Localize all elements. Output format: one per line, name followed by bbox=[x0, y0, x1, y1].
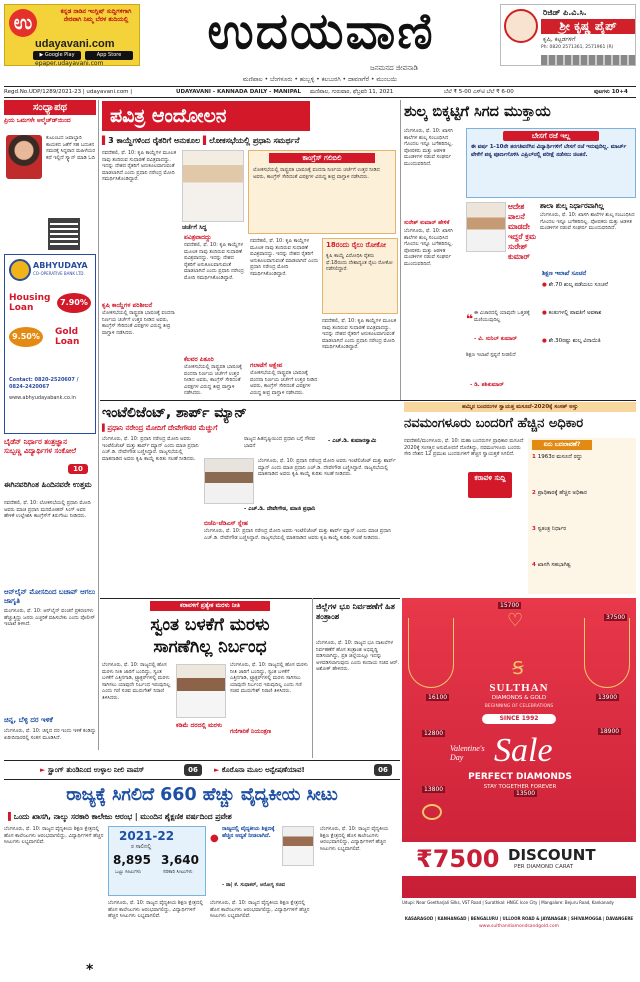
main-body-4: ಲೋಕಸಭೆಯಲ್ಲಿ ರಾಷ್ಟ್ರಪತಿ ಭಾಷಣಕ್ಕೆ ವಂದನಾ ನಿರ್ಣಯ ಚರ್ಚೆಗೆ ಉತ್ತರ ನೀಡಿದ ಅವರು, ಕಾಂಗ್ರೆಸ್‌ ಸೇರಿದಂತೆ ವಿಪಕ್ಷಗಳ ವಿರುದ್ಧ ತೀವ್ರ ವಾಗ್ದಾಳಿ ನಡೆಸಿದರು. bbox=[184, 364, 242, 396]
speech-quote: ಈ ವಿಚಾರದಲ್ಲಿ ಯಾವುದೇ ಒತ್ತಡಕ್ಕೆ ಮಣಿಯುವುದಿಲ್ಲ bbox=[474, 310, 530, 323]
main-sub2: ಲೋಕಸಭೆಯಲ್ಲಿ ಪ್ರಧಾನಿ ಸಮರ್ಥನೆ bbox=[209, 136, 300, 145]
bullet-icon: ● bbox=[542, 338, 549, 344]
sidebar-teaser-page: 10 bbox=[68, 464, 88, 474]
rail-roko-title: 18ರಂದು ರೈಲು ರೋಕೋ bbox=[326, 241, 387, 249]
price-tag-2: 37500 bbox=[606, 614, 626, 621]
heart-pendant-icon: ♡ bbox=[507, 610, 524, 631]
fee-body-3: ಬೆಂಗಳೂರು, ಫೆ. 10: ಖಾಸಗಿ ಶಾಲೆಗಳ ಶುಲ್ಕ ಸಂಬಂಧಿಸಿದ ಗೊಂದಲ ಇನ್ನೂ ಬಗೆಹರಿದಿಲ್ಲ. ಪೋಷಕರು ಮತ್ತು ಆಡಳಿತ ಮಂಡಳಿಗಳ ನಡುವೆ ಸಂಘರ್ಷ ಮುಂದುವರಿದಿದೆ. bbox=[404, 228, 453, 267]
main-sub1: 3 ಕಾಯ್ದೆಗಳಿಂದ ರೈತರಿಗೆ ಅನುಕೂಲ bbox=[108, 136, 201, 145]
quote-box-1 bbox=[466, 308, 538, 346]
sand-sub-2: ಗಣಿಗಾರಿಕೆ ನಿಯಂತ್ರಣ bbox=[230, 728, 272, 735]
port-box-item-4 bbox=[532, 562, 634, 569]
fee-headline: ಶುಲ್ಕ ಬಿಕ್ಕಟ್ಟಿಗೆ ಸಿಗದ ಮುಕ್ತಾಯ bbox=[404, 104, 551, 120]
dept-list-item-3-label: ಶೇ.30ರಷ್ಟು ಶುಲ್ಕ ವಿನಾಯಿತಿ bbox=[548, 338, 601, 344]
quote-mark-icon: ● bbox=[210, 833, 219, 844]
upper-left-headline: ಈಗಿನವರಿಗಿಂತ ಹಿಂದಿನವರೇ ಉತ್ತಮ bbox=[4, 480, 92, 489]
port-item-1-label: 1963ರ ಮಸೂದೆ ರದ್ದು bbox=[537, 454, 583, 460]
sidebar-portrait bbox=[6, 135, 42, 179]
price: ಬೆಲೆ ₹ 5-00 ಎಸ್‌ಟಿ ಬೆಲೆ ₹ 6-00 bbox=[444, 89, 514, 95]
port-box-item-3 bbox=[532, 526, 634, 533]
intelligent-subline bbox=[102, 424, 302, 433]
right-ad-brand: ಶ್ರೀ ಕೃಷ್ಣ ಪೈಪ್ bbox=[541, 19, 635, 34]
masthead: ಉದಯವಾಣಿ bbox=[207, 1, 435, 60]
bank-sub: CO-OPERATIVE BANK LTD. bbox=[33, 271, 85, 276]
sidebar-body: ಕುಟುಂಬದ ಜವಾಬ್ದಾರಿ ಕಾಯಕದ ಜತೆಗೆ ಸಹ ಬದುಕಿನ ಸಮರಕ್ಕೆ ಸಿದ್ಧರಾದ ಮಹಿಳೆಯರ ಕಥೆ ಇಲ್ಲಿದೆ ಸ್ಕ್ಯಾನ್ ಮಾಡಿ ಓದಿ bbox=[46, 135, 96, 161]
main-body-3: ನವದೆಹಲಿ, ಫೆ. 10: ಕೃಷಿ ಕಾಯ್ದೆಗಳ ಮೂಲಕ ನಾವು ತಂದಿರುವ ಸುಧಾರಣೆ ಪವಿತ್ರವಾದದ್ದು. ಇದನ್ನು ದೇಶದ ರೈತರಿಗೆ ಅನುಕೂಲವಾಗುವಂತೆ ಮಾಡಲಾಗಿದೆ ಎಂದು ಪ್ರಧಾನಿ ನರೇಂದ್ರ ಮೋದಿ ಸಮರ್ಥಿಸಿಕೊಂಡಿದ್ದಾರೆ. bbox=[184, 242, 244, 281]
section-d: ಗಲಾಟೆಗೆ ಆಕ್ಷೇಪ bbox=[250, 362, 283, 369]
sulthan-web[interactable]: www.sulthandiamondsandgold.com bbox=[478, 924, 559, 929]
devegowda-photo bbox=[204, 458, 254, 504]
port-box bbox=[528, 438, 636, 594]
fee-body-2: ಬೆಂಗಳೂರು, ಫೆ. 10: ಖಾಸಗಿ ಶಾಲೆಗಳ ಶುಲ್ಕ ಸಂಬಂಧಿಸಿದ ಗೊಂದಲ ಇನ್ನೂ ಬಗೆಹರಿದಿಲ್ಲ. ಪೋಷಕರು ಮತ್ತು ಆಡಳಿತ ಮಂಡಳಿಗಳ ನಡುವೆ ಸಂಘರ್ಷ ಮುಂದುವರಿದಿದೆ. bbox=[540, 212, 635, 231]
bullet-num-4: 4 bbox=[532, 562, 538, 568]
port-strip bbox=[404, 402, 636, 412]
price-tag-6: 18900 bbox=[600, 728, 620, 735]
pipes-image bbox=[541, 55, 635, 65]
bottom-teaser-right-text: ಕೊರೊನಾ ಮೂಲ ಅನ್ವೇಷಣೆಯಾವ! bbox=[221, 766, 305, 774]
summer-box-body: ಈ ವರ್ಷ 1-10ನೇ ತರಗತಿವರೆಗಿನ ವಿದ್ಯಾರ್ಥಿಗಳಿಗೆ ಬೇಸಗೆ ರಜೆ ಇರುವುದಿಲ್ಲ. ಮಾರ್ಚ್‌ ವೇಳೆಗೆ ಪಠ್ಯ ಪೂರ್ಣಗೊಳಿಸಿ ಎಪ್ರಿಲ್‌ನಲ್ಲಿ ಪರೀಕ್ಷೆ ನಡೆಸಲು ಚಿಂತನೆ. bbox=[471, 144, 627, 158]
medical-quote-by: - ಡಾ| ಕೆ. ಸುಧಾಕರ್‌, ಆರೋಗ್ಯ ಸಚಿವ bbox=[222, 882, 285, 888]
sidebar-subtitle: ಪ್ರಿಯ ಒಮಗಳೇ ಆಲ್ಮೆಚ್‌ಡ್‌ಯಿಂದ bbox=[4, 117, 71, 124]
intelligent-subline-text: ಪ್ರಧಾನಿ ನರೇಂದ್ರ ಮೋದಿಗೆ ದೇವೇಗೌಡರ ಮೆಚ್ಚುಗೆ bbox=[107, 424, 218, 432]
page-count: ಪುಟಗಳು 10+4 bbox=[594, 89, 628, 95]
housing-loan-label: Housing Loan bbox=[9, 293, 51, 313]
teaser-arrow-icon: ► bbox=[40, 766, 48, 774]
sulthan-tagline: BEGINNING OF CELEBRATIONS bbox=[484, 704, 554, 709]
summer-box bbox=[466, 128, 636, 198]
housing-rate: 7.90% bbox=[57, 293, 91, 313]
fee-sub: ಶಾಲಾ ಶುಲ್ಕ ನಿರ್ಧಾರವಾಗಿಲ್ಲ bbox=[540, 202, 604, 210]
sale-label: Sale bbox=[494, 732, 553, 769]
sulthan-logo-icon: Ꞩ bbox=[512, 658, 524, 679]
section-a: ಕೃಷಿ ಕಾಯ್ದೆಗಳ ಪರಿಶೀಲನೆ bbox=[102, 302, 153, 309]
karavali-logo: ಕರಾವಳಿ ಸುದ್ದಿ bbox=[468, 472, 512, 498]
bottom-teaser-left[interactable] bbox=[40, 764, 196, 776]
seats-year-label: ರ ಸಾಲಿನಲ್ಲಿ bbox=[131, 844, 152, 850]
congress-box-title: ಕಾಂಗ್ರೆಸ್‌ ಗಲಿಬಿಲಿ bbox=[269, 153, 375, 163]
bullet-num-3: 3 bbox=[532, 526, 538, 532]
sidebar-title: ಸಂಧ್ಯಾಪಥ bbox=[4, 100, 96, 115]
stat2-label: ಸರಕಾರಿ ಸೀಟುಗಳು bbox=[163, 869, 193, 875]
issue-date: ಮಣಿಪಾಲ, ಗುರುವಾರ, ಫೆಬ್ರವರಿ 11, 2021 bbox=[310, 89, 394, 95]
footer-mark: * bbox=[86, 962, 94, 978]
port-box-item-2 bbox=[532, 490, 634, 497]
price-tag-3: 16100 bbox=[428, 694, 448, 701]
krishna-logo bbox=[504, 9, 538, 43]
main-body-1: ನವದೆಹಲಿ, ಫೆ. 10: ಕೃಷಿ ಕಾಯ್ದೆಗಳ ಮೂಲಕ ನಾವು ತಂದಿರುವ ಸುಧಾರಣೆ ಪವಿತ್ರವಾದದ್ದು. ಇದನ್ನು ದೇಶದ ರೈತರಿಗೆ ಅನುಕೂಲವಾಗುವಂತೆ ಮಾಡಲಾಗಿದೆ ಎಂದು ಪ್ರಧಾನಿ ನರೇಂದ್ರ ಮೋದಿ ಸಮರ್ಥಿಸಿಕೊಂಡಿದ್ದಾರೆ. bbox=[102, 150, 177, 182]
rail-roko-box bbox=[322, 238, 398, 314]
ring-image bbox=[422, 804, 442, 820]
app-store-button[interactable] bbox=[85, 51, 133, 60]
stat1-number: 8,895 bbox=[113, 853, 151, 867]
sub-marker-icon: ▌ bbox=[8, 812, 14, 821]
intelligent-sub: ಬಿಜೆಪಿ-ಜೆಡಿಎಸ್‌ ಸ್ನೇಹ bbox=[204, 520, 248, 527]
sulthan-brand-sub: DIAMONDS & GOLD bbox=[491, 695, 547, 701]
bottom-teaser-right[interactable] bbox=[214, 764, 370, 776]
lower-left-body-1: ಮಂಗಳೂರು, ಫೆ. 10: ಆನ್‌ಲೈನ್‌ ವಂಚನೆ ಪ್ರಕರಣಗಳು ಹೆಚ್ಚುತ್ತಿದ್ದು ಜನರು ಎಚ್ಚರಿಕೆ ವಹಿಸಬೇಕು ಎಂದು ಪೊಲೀಸ್‌ ಇಲಾಖೆ ತಿಳಿಸಿದೆ. bbox=[4, 608, 95, 627]
minister-photo bbox=[466, 202, 506, 252]
medical-body-3: ಬೆಂಗಳೂರು, ಫೆ. 10: ರಾಜ್ಯದ ವೈದ್ಯಕೀಯ ಶಿಕ್ಷಣ ಕ್ಷೇತ್ರದಲ್ಲಿ ಹೊಸ ಕಾಲೇಜುಗಳು ಆರಂಭವಾಗಲಿದ್ದು, ವಿದ್ಯಾರ್ಥಿಗಳಿಗೆ ಹೆಚ್ಚಿನ ಸೀಟುಗಳು ಲಭ್ಯವಾಗಲಿವೆ. bbox=[210, 900, 310, 919]
sub-marker-icon: ▌ bbox=[102, 424, 108, 432]
dept-list-item-1 bbox=[542, 282, 636, 289]
quote-box-2 bbox=[466, 352, 538, 392]
main-body-2: ಲೋಕಸಭೆಯಲ್ಲಿ ರಾಷ್ಟ್ರಪತಿ ಭಾಷಣಕ್ಕೆ ವಂದನಾ ನಿರ್ಣಯ ಚರ್ಚೆಗೆ ಉತ್ತರ ನೀಡಿದ ಅವರು, ಕಾಂಗ್ರೆಸ್‌ ಸೇರಿದಂತೆ ವಿಪಕ್ಷಗಳ ವಿರುದ್ಧ ತೀವ್ರ ವಾಗ್ದಾಳಿ ನಡೆಸಿದರು. bbox=[102, 310, 175, 336]
photo-caption: ಚರ್ಚೆಗೆ ಸಿದ್ಧ bbox=[182, 224, 207, 231]
sidebar-teaser[interactable]: ಬೈಡೆನ್‌ ನಿರ್ಧಾರ ತಂತ್ರಜ್ಞಾನ ಸುಬ್ಬಣ್ಣ ವಿದ್ಯಾರ್ಥಿಗಳ ಸಂಕೋಲೆ bbox=[4, 438, 77, 455]
port-item-3-label: ಸ್ವತಂತ್ರ ನಿರ್ಧಾರ bbox=[537, 526, 567, 532]
masthead-subtitle: ಜನಮನದ ಜೀವನಾಡಿ bbox=[370, 64, 418, 72]
discount-word: DISCOUNT bbox=[508, 846, 596, 864]
kumaraswamy-by: - ಎಚ್‌.ಡಿ. ಕುಮಾರಸ್ವಾಮಿ bbox=[328, 438, 377, 444]
bank-name: ABHYUDAYA bbox=[33, 261, 88, 270]
right-ad-sub: ಕೃಷಿ, ಕಟ್ಟಡಗಳಿಗೆ bbox=[543, 36, 576, 43]
app-store-label: App Store bbox=[96, 52, 122, 58]
play-icon: ▶ bbox=[39, 52, 45, 58]
sand-body: ಬೆಂಗಳೂರು, ಫೆ. 10: ರಾಜ್ಯದಲ್ಲಿ ಹೊಸ ಮರಳು ನೀತಿ ಜಾರಿಗೆ ಬಂದಿದ್ದು, ಸ್ವಂತ ಬಳಕೆಗೆ ಎತ್ತಿನಗಾಡಿ, ಟ್ರ್ಯಾಕ್ಟರ್‌ಗಳಲ್ಲಿ ಮರಳು ಸಾಗಿಸಲು ಯಾವುದೇ ನಿರ್ಬಂಧ ಇರುವುದಿಲ್ಲ ಎಂದು ಗಣಿ ಸಚಿವ ಮುರುಗೇಶ್‌ ನಿರಾಣಿ ತಿಳಿಸಿದರು. bbox=[102, 662, 171, 701]
photo-caption-devegowda: - ಎಚ್‌.ಡಿ. ದೇವೇಗೌಡ, ಮಾಜಿ ಪ್ರಧಾನಿ bbox=[244, 506, 316, 512]
teaser-arrow-icon: ► bbox=[214, 766, 222, 774]
sidebar bbox=[4, 100, 96, 434]
info-bar bbox=[4, 87, 636, 97]
section-b: ಪವಿತ್ರವಾದದ್ದು bbox=[184, 234, 212, 241]
header-left-ad[interactable] bbox=[4, 4, 140, 66]
bank-ad[interactable] bbox=[4, 254, 96, 434]
bullet-num-2: 2 bbox=[532, 490, 538, 496]
bottom-teaser-left-text: ಸ್ಪ್ರಾಂಗ್‌ ತುಂಡಿನಿಂದ ಉಳ್ಳಾಲ ನೀಲಿ ವಾಪಸ್‌ bbox=[47, 766, 145, 774]
necklace-right bbox=[584, 618, 630, 688]
stay-label: STAY TOGETHER FOREVER bbox=[483, 784, 557, 790]
sudhakar-photo bbox=[282, 826, 314, 866]
sulthan-brand: SULTHAN bbox=[489, 682, 549, 694]
congress-box-body: ಲೋಕಸಭೆಯಲ್ಲಿ ರಾಷ್ಟ್ರಪತಿ ಭಾಷಣಕ್ಕೆ ವಂದನಾ ನಿರ್ಣಯ ಚರ್ಚೆಗೆ ಉತ್ತರ ನೀಡಿದ ಅವರು, ಕಾಂಗ್ರೆಸ್‌ ಸೇರಿದಂತೆ ವಿಪಕ್ಷಗಳ ವಿರುದ್ಧ ತೀವ್ರ ವಾಗ್ದಾಳಿ ನಡೆಸಿದರು. bbox=[253, 167, 380, 180]
medical-body-4: ಬೆಂಗಳೂರು, ಫೆ. 10: ರಾಜ್ಯದ ವೈದ್ಯಕೀಯ ಶಿಕ್ಷಣ ಕ್ಷೇತ್ರದಲ್ಲಿ ಹೊಸ ಕಾಲೇಜುಗಳು ಆರಂಭವಾಗಲಿದ್ದು, ವಿದ್ಯಾರ್ಥಿಗಳಿಗೆ ಹೆಚ್ಚಿನ ಸೀಟುಗಳು ಲಭ್ಯವಾಗಲಿವೆ. bbox=[320, 826, 389, 852]
medical-body-2: ಬೆಂಗಳೂರು, ಫೆ. 10: ರಾಜ್ಯದ ವೈದ್ಯಕೀಯ ಶಿಕ್ಷಣ ಕ್ಷೇತ್ರದಲ್ಲಿ ಹೊಸ ಕಾಲೇಜುಗಳು ಆರಂಭವಾಗಲಿದ್ದು, ವಿದ್ಯಾರ್ಥಿಗಳಿಗೆ ಹೆಚ್ಚಿನ ಸೀಟುಗಳು ಲಭ್ಯವಾಗಲಿವೆ. bbox=[108, 900, 204, 919]
port-body: ನವದೆಹಲಿ/ಮಂಗಳೂರು, ಫೆ. 10: ಮಹಾ ಬಂದರುಗಳ ಪ್ರಾಧಿಕಾರ ಮಸೂದೆ 2020ಕ್ಕೆ ಸಂಸತ್ತಿನ ಅನುಮೋದನೆ ದೊರೆತಿದ್ದು, ನವಮಂಗಳೂರು ಬಂದರು ಸೇರಿ ದೇಶದ 12 ಪ್ರಮುಖ ಬಂದರುಗಳಿಗೆ ಹೆಚ್ಚಿನ ಸ್ವಾಯತ್ತತೆ ಸಿಗಲಿದೆ. bbox=[404, 438, 524, 457]
port-item-2-label: ಪ್ರಾಧಿಕಾರಕ್ಕೆ ಹೆಚ್ಚಿನ ಅಧಿಕಾರ bbox=[537, 490, 587, 496]
price-tag-1: 15700 bbox=[500, 602, 520, 609]
sand-headline: ಸ್ವಂತ ಬಳಕೆಗೆ ಮರಳು ಸಾಗಣೆಗಿಲ್ಲ ನಿರ್ಬಂಧ bbox=[150, 615, 270, 657]
google-play-label: Google Play bbox=[44, 52, 75, 58]
sulthan-since: SINCE 1992 bbox=[482, 714, 556, 724]
ad-site[interactable]: udayavani.com bbox=[35, 38, 115, 50]
main-body-6: ಲೋಕಸಭೆಯಲ್ಲಿ ರಾಷ್ಟ್ರಪತಿ ಭಾಷಣಕ್ಕೆ ವಂದನಾ ನಿರ್ಣಯ ಚರ್ಚೆಗೆ ಉತ್ತರ ನೀಡಿದ ಅವರು, ಕಾಂಗ್ರೆಸ್‌ ಸೇರಿದಂತೆ ವಿಪಕ್ಷಗಳ ವಿರುದ್ಧ ತೀವ್ರ ವಾಗ್ದಾಳಿ ನಡೆಸಿದರು. bbox=[250, 370, 318, 396]
quote-panel bbox=[204, 436, 400, 516]
medical-quote-text: ರಾಜ್ಯದಲ್ಲಿ ವೈದ್ಯಕೀಯ ಶಿಕ್ಷಣಕ್ಕೆ ಹೆಚ್ಚಿನ ಆದ್ಯತೆ ನೀಡಲಾಗಿದೆ. bbox=[222, 826, 275, 839]
sulthan-ad[interactable] bbox=[402, 598, 636, 898]
dept-list-item-1-label: ಶೇ.70 ಶುಲ್ಕ ಪಡೆಯಲು ಸೂಚನೆ bbox=[548, 282, 608, 288]
price-tag-5: 12800 bbox=[424, 730, 444, 737]
regd-number: Regd.No.UDP/1289/2021-23 | udayavani.com | bbox=[4, 89, 133, 95]
price-tag-4: 13900 bbox=[598, 694, 618, 701]
author-line: ಸುರೇಶ್‌ ಕುಮಾರ್‌ ಹೇಳಿಕೆ bbox=[404, 220, 450, 226]
discount-box bbox=[402, 842, 636, 876]
quote-mark-icon: ❝ bbox=[466, 312, 474, 326]
ad-epaper[interactable]: epaper.udayavani.com bbox=[35, 60, 104, 67]
intelligent-headline: ಇಂಟೆಲಿಜೆಂಟ್‌, ಶಾರ್ಪ್‌ ಮ್ಯಾನ್‌ bbox=[102, 405, 247, 421]
upper-left-body: ನವದೆಹಲಿ, ಫೆ. 10: ಲೋಕಸಭೆಯಲ್ಲಿ ಪ್ರಧಾನಿ ಮೋದಿ ಅವರು ಮಾಜಿ ಪ್ರಧಾನಿ ಮನಮೋಹನ್‌ ಸಿಂಗ್‌ ಅವರ ಹೇಳಿಕೆ ಉಲ್ಲೇಖಿಸಿ ಕಾಂಗ್ರೆಸ್‌ಗೆ ತಿರುಗೇಟು ನೀಡಿದರು. bbox=[4, 500, 91, 519]
land-body: ಬೆಂಗಳೂರು, ಫೆ. 10: ರಾಜ್ಯದ ಭೂ ದಾಖಲೆಗಳ ನಿರ್ವಹಣೆಗೆ ಹೊಸ ತಂತ್ರಾಂಶ ಅಭಿವೃದ್ಧಿ ಪಡಿಸಲಾಗಿದ್ದು, ಪ್ರತಿ ಜಿಲ್ಲೆಯಲ್ಲೂ ಇದನ್ನು ಅಳವಡಿಸಲಾಗುವುದು ಎಂದು ಕಂದಾಯ ಸಚಿವ ಆರ್‌. ಅಶೋಕ್‌ ಹೇಳಿದರು. bbox=[316, 640, 400, 672]
editions-line: ಮಣಿಪಾಲ • ಬೆಂಗಳೂರು • ಹುಬ್ಬಳ್ಳಿ • ಕಲಬುರಗಿ • ದಾವಣಗೆರೆ • ಮುಂಬಯಿ bbox=[242, 76, 398, 83]
port-strip-text: ಹಮ್ಮಿನ ಬಂದರುಗಳ ಸ್ವಾಯತ್ತ ಮಸೂದೆ-2020ಕ್ಕೆ ಸಂಸತ್‌ ಅಸ್ತು bbox=[462, 404, 578, 410]
price-tag-7: 13800 bbox=[424, 786, 444, 793]
right-ad-top: ರಿಜಿಡ್ ಪಿ.ವಿ.ಸಿ. bbox=[543, 8, 587, 17]
lower-left-body-2: ಬೆಂಗಳೂರು, ಫೆ. 10: ಚಿನ್ನದ ದರ ಇಂದು ಇಳಿಕೆ ಕಂಡಿದ್ದು ಖರೀದಿದಾರರಲ್ಲಿ ಸಂತಸ ಮೂಡಿಸಿದೆ. bbox=[4, 728, 96, 741]
pull-quote: ಆದೇಶ ಪಾಲನೆ ಮಾಡದೇ ಇದ್ದರೆ ಕ್ರಮ ಸುರೇಶ್‌ ಕುಮಾರ್‌ bbox=[508, 202, 537, 261]
modi-photo bbox=[182, 150, 244, 222]
sulthan-cities: KASARAGOD | KANHANGAD | BENGALURU | ULLOOR ROAD & JAYANAGAR | SHIVAMOGGA | DAVANGERE bbox=[404, 916, 634, 921]
bullet-icon: ● bbox=[542, 282, 549, 288]
intelligent-body: ಬೆಂಗಳೂರು, ಫೆ. 10: ಪ್ರಧಾನಿ ನರೇಂದ್ರ ಮೋದಿ ಅವರು ಇಂಟೆಲಿಜೆಂಟ್‌ ಮತ್ತು ಶಾರ್ಪ್‌ ಮ್ಯಾನ್‌ ಎಂದು ಮಾಜಿ ಪ್ರಧಾನಿ ಎಚ್‌.ಡಿ. ದೇವೇಗೌಡ ಬಣ್ಣಿಸಿದ್ದಾರೆ. ರಾಜ್ಯಸಭೆಯಲ್ಲಿ ಮಾತನಾಡಿದ ಅವರು ಕೃಷಿ ಕಾಯ್ದೆ ಕುರಿತು ಸಲಹೆ ನೀಡಿದರು. bbox=[102, 436, 199, 462]
congress-box bbox=[248, 150, 396, 234]
medical-quote bbox=[210, 826, 316, 896]
section-c: ಕೆಲವರ ಪಿತೂರಿ bbox=[184, 356, 214, 363]
ad-tagline: ಕನ್ನಡ ನಾಡಿನ ಇಂಗ್ಲಿಷ್ ಸುದ್ದಿಗಳಿಗಾಗಿ ನೇರವಾಗಿ ನಿಮ್ಮ ಬೆರಳ ತುದಿಯಲ್ಲಿ bbox=[60, 8, 132, 23]
nirani-photo bbox=[176, 664, 226, 718]
perfect-label: PERFECT DIAMONDS bbox=[468, 772, 572, 782]
vday-label: Valentine's Day bbox=[450, 744, 485, 762]
main-body-5: ನವದೆಹಲಿ, ಫೆ. 10: ಕೃಷಿ ಕಾಯ್ದೆಗಳ ಮೂಲಕ ನಾವು ತಂದಿರುವ ಸುಧಾರಣೆ ಪವಿತ್ರವಾದದ್ದು. ಇದನ್ನು ದೇಶದ ರೈತರಿಗೆ ಅನುಕೂಲವಾಗುವಂತೆ ಮಾಡಲಾಗಿದೆ ಎಂದು ಪ್ರಧಾನಿ ನರೇಂದ್ರ ಮೋದಿ ಸಮರ್ಥಿಸಿಕೊಂಡಿದ್ದಾರೆ. bbox=[250, 238, 319, 277]
speech-quote-2: ಶಿಕ್ಷಣ ಇಲಾಖೆ ಸ್ಪಷ್ಟನೆ ನೀಡಲಿದೆ bbox=[466, 352, 516, 358]
main-body-7: ನವದೆಹಲಿ, ಫೆ. 10: ಕೃಷಿ ಕಾಯ್ದೆಗಳ ಮೂಲಕ ನಾವು ತಂದಿರುವ ಸುಧಾರಣೆ ಪವಿತ್ರವಾದದ್ದು. ಇದನ್ನು ದೇಶದ ರೈತರಿಗೆ ಅನುಕೂಲವಾಗುವಂತೆ ಮಾಡಲಾಗಿದೆ ಎಂದು ಪ್ರಧಾನಿ ನರೇಂದ್ರ ಮೋದಿ ಸಮರ್ಥಿಸಿಕೊಂಡಿದ್ದಾರೆ. bbox=[322, 318, 397, 350]
price-tag-8: 13500 bbox=[516, 790, 536, 797]
bank-web[interactable]: www.abhyudayabank.co.in bbox=[9, 395, 76, 401]
intelligent-body-2: ಬೆಂಗಳೂರು, ಫೆ. 10: ಪ್ರಧಾನಿ ನರೇಂದ್ರ ಮೋದಿ ಅವರು ಇಂಟೆಲಿಜೆಂಟ್‌ ಮತ್ತು ಶಾರ್ಪ್‌ ಮ್ಯಾನ್‌ ಎಂದು ಮಾಜಿ ಪ್ರಧಾನಿ ಎಚ್‌.ಡಿ. ದೇವೇಗೌಡ ಬಣ್ಣಿಸಿದ್ದಾರೆ. ರಾಜ್ಯಸಭೆಯಲ್ಲಿ ಮಾತನಾಡಿದ ಅವರು ಕೃಷಿ ಕಾಯ್ದೆ ಕುರಿತು ಸಲಹೆ ನೀಡಿದರು. bbox=[204, 528, 391, 541]
medical-headline: ರಾಜ್ಯಕ್ಕೆ ಸಿಗಲಿದೆ 660 ಹೆಚ್ಚು ವೈದ್ಯಕೀಯ ಸೀಟು bbox=[66, 785, 338, 805]
sand-kicker: ಕರಾವಳಿಗೆ ಪ್ರತ್ಯೇಕ ಮರಳು ನೀತಿ bbox=[150, 601, 270, 611]
fee-body: ಬೆಂಗಳೂರು, ಫೆ. 10: ಖಾಸಗಿ ಶಾಲೆಗಳ ಶುಲ್ಕ ಸಂಬಂಧಿಸಿದ ಗೊಂದಲ ಇನ್ನೂ ಬಗೆಹರಿದಿಲ್ಲ. ಪೋಷಕರು ಮತ್ತು ಆಡಳಿತ ಮಂಡಳಿಗಳ ನಡುವೆ ಸಂಘರ್ಷ ಮುಂದುವರಿದಿದೆ. bbox=[404, 128, 453, 167]
bank-contact: Contact: 0820-2520607 / 0824-2420067 bbox=[9, 377, 79, 390]
bullet-icon: ● bbox=[542, 310, 549, 316]
rail-roko-body: ಕೃಷಿ ಕಾಯ್ದೆ ವಿರೋಧಿಸಿ ರೈತರು ಫೆ.18ರಂದು ದೇಶಾದ್ಯಂತ ರೈಲು ರೋಕೋ ನಡೆಸಲಿದ್ದಾರೆ. bbox=[326, 253, 393, 272]
gold-rate: 9.50% bbox=[9, 327, 43, 347]
seats-box bbox=[108, 826, 206, 896]
stat2-number: 3,640 bbox=[161, 853, 199, 867]
speech-by: - ವಿ. ಸುನಿಲ್‌ ಕುಮಾರ್‌ bbox=[474, 336, 517, 342]
sub-arrow-icon: ▌ bbox=[102, 136, 109, 145]
bank-logo bbox=[9, 259, 31, 281]
discount-amount: ₹7500 bbox=[416, 845, 500, 873]
bottom-teaser-right-page: 06 bbox=[374, 764, 392, 776]
port-box-title: ಏನು ಬದಲಾವಣೆ? bbox=[532, 440, 592, 450]
lower-left-teaser-1[interactable]: ಆನ್‌ಲೈನ್‌ ಮೋಸದಿಂದ ಬಚಾವ್‌ ಆಗಲು ಜಾಗೃತಿ bbox=[4, 588, 96, 605]
land-headline: ಜಿಲ್ಲೆಗಳ ಭೂ ನಿರ್ವಹಣೆಗೆ ಹಿತ ತಂತ್ರಾಂಶ bbox=[316, 602, 395, 621]
necklace-left bbox=[408, 618, 454, 688]
speech-by-2: - ಡಿ. ಶಶಿಕುಮಾರ್‌ bbox=[470, 382, 504, 388]
dept-list-item-3 bbox=[542, 338, 636, 345]
summer-box-title: ಬೇಸಗೆ ರಜೆ ಇಲ್ಲ bbox=[503, 131, 599, 141]
port-headline: ನವಮಂಗಳೂರು ಬಂದರಿಗೆ ಹೆಚ್ಚಿನ ಅಧಿಕಾರ bbox=[404, 416, 584, 431]
dept-list-title: ಶಿಕ್ಷಣ ಇಲಾಖೆ ಸೂಚನೆ bbox=[542, 270, 587, 277]
discount-sub: PER DIAMOND CARAT bbox=[514, 864, 574, 870]
medical-subline-text: ಒಂದು ಖಾಸಗಿ, ನಾಲ್ಕು ಸರಕಾರಿ ಕಾಲೇಜು ಆರಂಭ | ಮುಂದಿನ ಶೈಕ್ಷಣಿಕ ವರ್ಷದಿಂದ ಪ್ರವೇಶ bbox=[13, 812, 232, 821]
bullet-num-1: 1 bbox=[532, 454, 538, 460]
sulthan-addresses: Udupi: Near Geetharjali Silks, VST Road | Surathkal: HNGC Icon City | Mangalore: Bejuru Road, Kankanady bbox=[402, 900, 614, 905]
port-item-4-label: ಖಾಸಗಿ ಸಹಭಾಗಿತ್ವ bbox=[537, 562, 571, 568]
paper-title: UDAYAVANI - KANNADA DAILY - MANIPAL bbox=[176, 89, 301, 95]
u-logo: ಉ bbox=[9, 9, 37, 37]
main-subheadline bbox=[102, 134, 398, 147]
sub-arrow-icon-2: ▌ bbox=[202, 136, 210, 145]
medical-body-1: ಬೆಂಗಳೂರು, ಫೆ. 10: ರಾಜ್ಯದ ವೈದ್ಯಕೀಯ ಶಿಕ್ಷಣ ಕ್ಷೇತ್ರದಲ್ಲಿ ಹೊಸ ಕಾಲೇಜುಗಳು ಆರಂಭವಾಗಲಿದ್ದು, ವಿದ್ಯಾರ್ಥಿಗಳಿಗೆ ಹೆಚ್ಚಿನ ಸೀಟುಗಳು ಲಭ್ಯವಾಗಲಿವೆ. bbox=[4, 826, 104, 845]
dept-list-item-2 bbox=[542, 310, 636, 317]
bottom-teaser-left-page: 06 bbox=[184, 764, 202, 776]
right-ad-phone: Ph: 0820 2571361, 2571961 (R) bbox=[541, 45, 614, 50]
header-right-ad[interactable] bbox=[500, 4, 636, 66]
main-banner: ಪವಿತ್ರ ಆಂದೋಲನ bbox=[102, 101, 310, 131]
quote-panel-body: ಬೆಂಗಳೂರು, ಫೆ. 10: ಪ್ರಧಾನಿ ನರೇಂದ್ರ ಮೋದಿ ಅವರು ಇಂಟೆಲಿಜೆಂಟ್‌ ಮತ್ತು ಶಾರ್ಪ್‌ ಮ್ಯಾನ್‌ ಎಂದು ಮಾಜಿ ಪ್ರಧಾನಿ ಎಚ್‌.ಡಿ. ದೇವೇಗೌಡ ಬಣ್ಣಿಸಿದ್ದಾರೆ. ರಾಜ್ಯಸಭೆಯಲ್ಲಿ ಮಾತನಾಡಿದ ಅವರು ಕೃಷಿ ಕಾಯ್ದೆ ಕುರಿತು ಸಲಹೆ ನೀಡಿದರು. bbox=[258, 458, 396, 477]
sand-sub: ಕಡಿಮೆ ದರದಲ್ಲಿ ಮರಳು bbox=[176, 722, 223, 729]
gold-loan-label: Gold Loan bbox=[55, 327, 80, 347]
sand-body-2: ಬೆಂಗಳೂರು, ಫೆ. 10: ರಾಜ್ಯದಲ್ಲಿ ಹೊಸ ಮರಳು ನೀತಿ ಜಾರಿಗೆ ಬಂದಿದ್ದು, ಸ್ವಂತ ಬಳಕೆಗೆ ಎತ್ತಿನಗಾಡಿ, ಟ್ರ್ಯಾಕ್ಟರ್‌ಗಳಲ್ಲಿ ಮರಳು ಸಾಗಿಸಲು ಯಾವುದೇ ನಿರ್ಬಂಧ ಇರುವುದಿಲ್ಲ ಎಂದು ಗಣಿ ಸಚಿವ ಮುರುಗೇಶ್‌ ನಿರಾಣಿ ತಿಳಿಸಿದರು. bbox=[230, 662, 308, 694]
medical-subline bbox=[8, 812, 400, 822]
dept-list-box bbox=[542, 270, 636, 394]
kumaraswamy-quote: ರಾಜ್ಯದ ಹಿತದೃಷ್ಟಿಯಿಂದ ಪ್ರಧಾನಿ ಬಗ್ಗೆ ಗೌರವ ಭಾವನೆ bbox=[244, 436, 316, 449]
lower-left-teaser-2[interactable]: ಚಿನ್ನ, ಬೆಳ್ಳಿ ದರ ಇಳಿಕೆ bbox=[4, 716, 53, 724]
seats-year: 2021-22 bbox=[119, 829, 175, 843]
google-play-button[interactable] bbox=[33, 51, 81, 60]
qr-code[interactable] bbox=[50, 220, 78, 248]
stat1-label: ಒಟ್ಟು ಸೀಟುಗಳು bbox=[115, 869, 142, 875]
dept-list-item-2-label: ಕಂತುಗಳಲ್ಲಿ ಪಾವತಿಗೆ ಅವಕಾಶ bbox=[548, 310, 602, 316]
port-box-item-1 bbox=[532, 454, 634, 461]
